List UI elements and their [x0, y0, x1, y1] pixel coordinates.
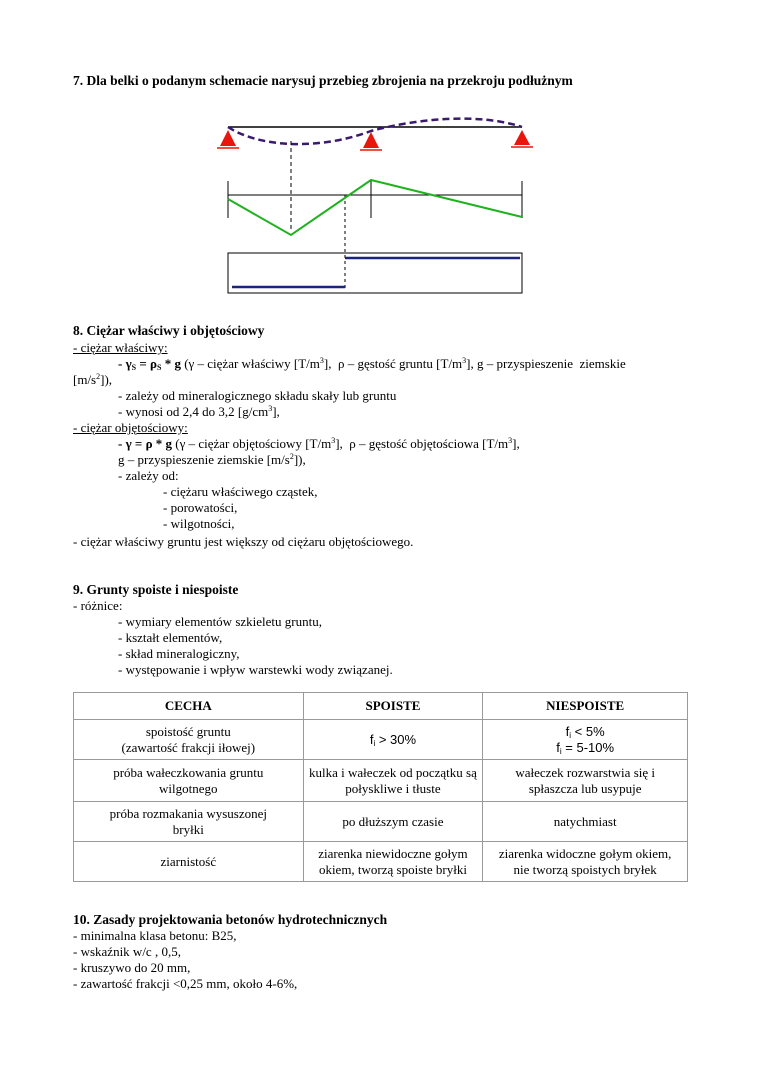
- right-support: [511, 130, 533, 147]
- header-cecha: CECHA: [74, 693, 304, 720]
- s8-units-line: $[m/s^2]$),: [73, 372, 113, 387]
- section-9-heading: 9. Grunty spoiste i niespoiste: [73, 582, 239, 597]
- s10-item: - kruszywo do 20 mm,: [73, 960, 191, 975]
- table-cell: $f_i > 30\%$: [303, 720, 483, 760]
- s9-item: - kształt elementów,: [118, 630, 223, 645]
- table-cell: próba wałeczkowania gruntu wilgotnego: [74, 760, 304, 802]
- table-cell: ziarenka niewidoczne gołym okiem, tworzą spoiste bryłki: [303, 842, 483, 882]
- table-row: [74, 720, 688, 760]
- section-7-heading: 7. Dla belki o podanym schemacie narysuj przebieg zbrojenia na przekroju podłużnym: [73, 73, 573, 88]
- s8-ciezar-wlasciwy-label: - ciężar właściwy:: [73, 340, 168, 355]
- table-row: [74, 802, 688, 842]
- s10-item: - wskaźnik w/c , 0,5,: [73, 944, 181, 959]
- s8-formula-gamma-s: - $\gamma_S = \rho_S * g$ (γ – ciężar właściwy $[T/m^3]$, ρ – gęstość gruntu $[T/m^3]$, g – przyspieszenie ziemskie: [118, 356, 626, 372]
- s8-wynosi: - wynosi od 2,4 do 3,2 $[g/cm^3]$,: [118, 404, 280, 419]
- table-cell: natychmiast: [483, 802, 688, 842]
- header-niespoiste: NIESPOISTE: [483, 693, 688, 720]
- table-row: [74, 760, 688, 802]
- s8-sub-2: - porowatości,: [163, 500, 238, 515]
- s9-item: - wymiary elementów szkieletu gruntu,: [118, 614, 322, 629]
- s8-formula-gamma: - γ = ρ * g (γ – ciężar objętościowy $[T/m^3]$, ρ – gęstość objętościowa $[T/m^3]$,: [118, 436, 520, 451]
- table-cell: kulka i wałeczek od początku są połyskliwe i tłuste: [303, 760, 483, 802]
- s10-item: - zawartość frakcji <0,25 mm, około 4-6%,: [73, 976, 298, 991]
- s9-intro: - różnice:: [73, 598, 123, 613]
- header-spoiste: SPOISTE: [303, 693, 483, 720]
- s8-sub-3: - wilgotności,: [163, 516, 235, 531]
- table-cell: ziarnistość: [74, 842, 304, 882]
- s8-sub-1: - ciężaru właściwego cząstek,: [163, 484, 318, 499]
- beam-diagram: [0, 0, 760, 300]
- s9-item: - występowanie i wpływ warstewki wody związanej.: [118, 662, 393, 677]
- section-10-heading: 10. Zasady projektowania betonów hydrotechnicznych: [73, 912, 388, 927]
- table-cell: po dłuższym czasie: [303, 802, 483, 842]
- s8-ciezar-objetosciowy-label: - ciężar objętościowy:: [73, 420, 188, 435]
- left-support: [217, 130, 239, 148]
- s8-g-line: g – przyspieszenie ziemskie $[m/s^2]$),: [118, 452, 306, 467]
- table-row: [74, 842, 688, 882]
- s8-zalezy-mineral: - zależy od mineralogicznego składu skały lub gruntu: [118, 388, 397, 403]
- table-cell: $f_i < 5\%$ $f_i = 5-10\%$: [483, 720, 688, 760]
- table-cell: próba rozmakania wysuszonej bryłki: [74, 802, 304, 842]
- s10-item: - minimalna klasa betonu: B25,: [73, 928, 237, 943]
- soil-comparison-table: [73, 692, 688, 882]
- table-cell: ziarenka widoczne gołym okiem, nie tworzą spoistych bryłek: [483, 842, 688, 882]
- moment-diagram: [228, 180, 522, 235]
- s8-zalezy-od: - zależy od:: [118, 468, 179, 483]
- table-cell: wałeczek rozwarstwia się i spłaszcza lub usypuje: [483, 760, 688, 802]
- s9-item: - skład mineralogiczny,: [118, 646, 240, 661]
- table-cell: spoistość gruntu (zawartość frakcji iłowej): [74, 720, 304, 760]
- section-8-heading: 8. Ciężar właściwy i objętościowy: [73, 323, 265, 338]
- s8-conclusion: - ciężar właściwy gruntu jest większy od ciężaru objętościowego.: [73, 534, 414, 549]
- middle-support: [360, 132, 382, 150]
- table-header-row: [74, 693, 688, 720]
